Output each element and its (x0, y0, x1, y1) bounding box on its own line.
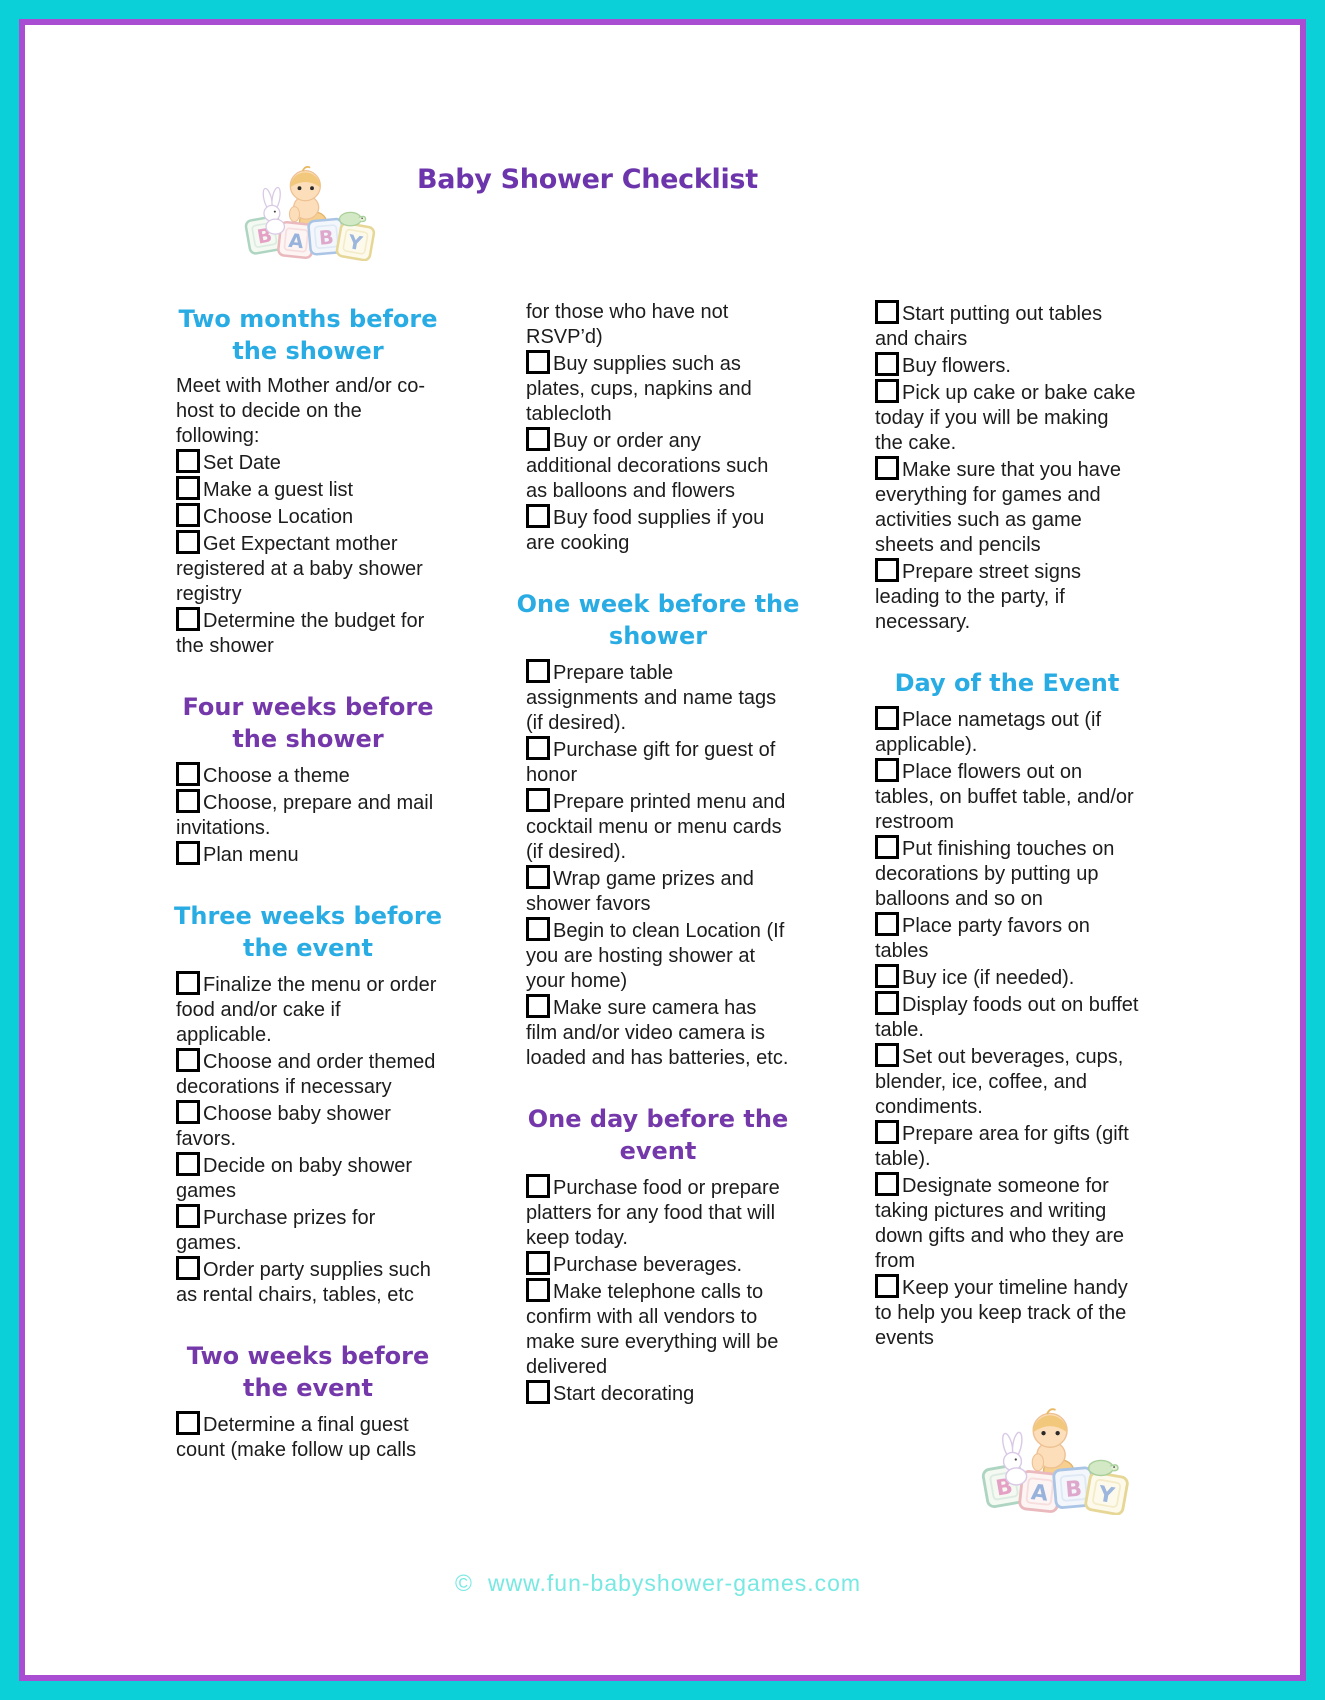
checklist-item (176, 1152, 440, 1204)
checklist-item-label: Make sure camera has film and/or video camera is loaded and has batteries, etc. (526, 997, 789, 1069)
intro-text: for those who have not RSVP’d) (526, 301, 729, 348)
checklist-item (875, 379, 1139, 456)
checkbox-icon[interactable] (526, 788, 550, 812)
checklist-item-label: Set out beverages, cups, blender, ice, coffee, and condiments. (875, 1046, 1124, 1118)
checkbox-icon[interactable] (176, 971, 200, 995)
checkbox-icon[interactable] (875, 1172, 899, 1196)
checkbox-icon[interactable] (875, 1274, 899, 1298)
checklist-column-middle (516, 300, 800, 1407)
checklist-item (875, 964, 1139, 991)
checkbox-icon[interactable] (875, 1043, 899, 1067)
checkbox-icon[interactable] (176, 1048, 200, 1072)
checkbox-icon[interactable] (875, 991, 899, 1015)
baby-blocks-image-bottom (972, 1388, 1132, 1515)
checkbox-icon[interactable] (176, 1100, 200, 1124)
checklist-item-label: Buy flowers. (902, 355, 1011, 377)
checklist-item (176, 841, 440, 868)
section-heading: One week before the shower (516, 590, 800, 650)
checkbox-icon[interactable] (526, 1251, 550, 1275)
checkbox-icon[interactable] (176, 762, 200, 786)
checklist-item-label: Place party favors on tables (875, 915, 1090, 962)
checklist-item-label: Prepare area for gifts (gift table). (875, 1123, 1129, 1170)
checklist-item (526, 1251, 790, 1278)
checkbox-icon[interactable] (526, 917, 550, 941)
checklist-item-label: Choose baby shower favors. (176, 1103, 391, 1150)
checkbox-icon[interactable] (176, 841, 200, 865)
checkbox-icon[interactable] (176, 530, 200, 554)
checkbox-icon[interactable] (526, 736, 550, 760)
checklist-item-label: Make a guest list (203, 479, 354, 501)
checkbox-icon[interactable] (526, 1380, 550, 1404)
checkbox-icon[interactable] (526, 1278, 550, 1302)
checklist-item (875, 1274, 1139, 1351)
checkbox-icon[interactable] (176, 1256, 200, 1280)
page-title: Baby Shower Checklist (417, 164, 758, 195)
checklist-item-label: Prepare printed menu and cocktail menu or menu cards (if desired). (526, 791, 786, 863)
checklist-item (526, 1174, 790, 1251)
checklist-item (176, 476, 440, 503)
checklist-item-label: Display foods out on buffet table. (875, 994, 1139, 1041)
checklist-item-label: Purchase prizes for games. (176, 1207, 376, 1254)
baby-blocks-image-top (236, 148, 378, 261)
checklist-item (176, 449, 440, 476)
checkbox-icon[interactable] (526, 1174, 550, 1198)
checklist-item (526, 736, 790, 788)
checkbox-icon[interactable] (176, 1411, 200, 1435)
checklist-item-label: Purchase gift for guest of honor (526, 739, 776, 786)
section-heading: One day before the event (527, 1105, 789, 1165)
checkbox-icon[interactable] (176, 476, 200, 500)
section-heading: Two weeks before the event (186, 1342, 430, 1402)
checklist-item-label: Keep your timeline handy to help you keep track of the events (875, 1277, 1128, 1349)
checkbox-icon[interactable] (526, 865, 550, 889)
section-heading: Day of the Event (894, 669, 1120, 697)
checklist-item-label: Make telephone calls to confirm with all vendors to make sure everything will be delivered (526, 1281, 779, 1378)
checklist-item-label: Choose and order themed decorations if necessary (176, 1051, 436, 1098)
checklist-item-label: Buy or order any additional decorations such as balloons and flowers (526, 430, 769, 502)
checklist-item-label: Start putting out tables and chairs (875, 303, 1103, 350)
checkbox-icon[interactable] (176, 1204, 200, 1228)
copyright-symbol: © (455, 1570, 473, 1596)
checklist-item-label: Buy supplies such as plates, cups, napkins and tablecloth (526, 353, 752, 425)
checklist-item-label: Designate someone for taking pictures and writing down gifts and who they are from (875, 1175, 1125, 1272)
checkbox-icon[interactable] (875, 706, 899, 730)
checklist-item-label: Determine a final guest count (make follow up calls (176, 1414, 417, 1461)
checkbox-icon[interactable] (176, 503, 200, 527)
checklist-item-label: Purchase food or prepare platters for any food that will keep today. (526, 1177, 780, 1249)
checklist-item-label: Finalize the menu or order food and/or cake if applicable. (176, 974, 437, 1046)
checklist-item-label: Purchase beverages. (553, 1254, 743, 1276)
checklist-item (875, 706, 1139, 758)
checklist-item (176, 1204, 440, 1256)
checkbox-icon[interactable] (176, 449, 200, 473)
checkbox-icon[interactable] (875, 379, 899, 403)
checklist-item-label: Wrap game prizes and shower favors (526, 868, 754, 915)
website-url[interactable]: www.fun-babyshower-games.com (487, 1570, 862, 1596)
checklist-item (176, 530, 440, 607)
checklist-item (526, 788, 790, 865)
checklist-item-label: Plan menu (203, 844, 299, 866)
checklist-item-label: Choose, prepare and mail invitations. (176, 792, 434, 839)
checklist-item-label: Order party supplies such as rental chairs, tables, etc (176, 1259, 431, 1306)
checklist-item-label: Get Expectant mother registered at a baby shower registry (176, 533, 423, 605)
checklist-item (176, 1256, 440, 1308)
checklist-item (176, 607, 440, 659)
checklist-item-label: Put finishing touches on decorations by putting up balloons and so on (875, 838, 1115, 910)
checklist-item (526, 659, 790, 736)
checklist-item (875, 456, 1139, 558)
checkbox-icon[interactable] (875, 300, 899, 324)
checklist-item (526, 994, 790, 1071)
checkbox-icon[interactable] (526, 427, 550, 451)
checklist-item-label: Place nametags out (if applicable). (875, 709, 1101, 756)
footer-credit (455, 1570, 861, 1597)
checklist-item-label: Buy food supplies if you are cooking (526, 507, 765, 554)
checklist-item (176, 503, 440, 530)
checklist-item (526, 350, 790, 427)
checklist-item-label: Prepare street signs leading to the party, if necessary. (875, 561, 1081, 633)
checkbox-icon[interactable] (875, 1120, 899, 1144)
checklist-item-label: Decide on baby shower games (176, 1155, 413, 1202)
intro-text: Meet with Mother and/or co-host to decide on the following: (176, 375, 425, 447)
checklist-item-label: Buy ice (if needed). (902, 967, 1075, 989)
checkbox-icon[interactable] (176, 1152, 200, 1176)
checklist-item-label: Prepare table assignments and name tags (if desired). (526, 662, 777, 734)
checklist-item-label: Determine the budget for the shower (176, 610, 425, 657)
checklist-item (526, 1278, 790, 1380)
checklist-column-left (173, 300, 443, 1463)
checklist-item (875, 1120, 1139, 1172)
checklist-item-label: Start decorating (553, 1383, 695, 1405)
checklist-item (176, 1048, 440, 1100)
checkbox-icon[interactable] (875, 912, 899, 936)
checkbox-icon[interactable] (526, 994, 550, 1018)
checklist-item (176, 1100, 440, 1152)
checklist-item (526, 917, 790, 994)
checklist-item (875, 1172, 1139, 1274)
section-heading: Four weeks before the shower (182, 693, 434, 753)
checklist-item-label: Set Date (203, 452, 281, 474)
checklist-item-label: Choose Location (203, 506, 354, 528)
checkbox-icon[interactable] (875, 835, 899, 859)
section-heading: Two months before the shower (178, 305, 438, 365)
checklist-item (875, 991, 1139, 1043)
checkbox-icon[interactable] (526, 350, 550, 374)
checkbox-icon[interactable] (526, 504, 550, 528)
checklist-item (875, 1043, 1139, 1120)
checklist-item-label: Make sure that you have everything for games and activities such as game sheets and pencils (875, 459, 1122, 556)
checkbox-icon[interactable] (176, 789, 200, 813)
checkbox-icon[interactable] (875, 352, 899, 376)
checklist-item (176, 762, 440, 789)
checklist-item (875, 758, 1139, 835)
checklist-item (176, 1411, 440, 1463)
checkbox-icon[interactable] (875, 456, 899, 480)
checkbox-icon[interactable] (875, 758, 899, 782)
checklist-item (526, 865, 790, 917)
checklist-item (875, 835, 1139, 912)
checklist-item (526, 504, 790, 556)
checklist-item (875, 300, 1139, 352)
checkbox-icon[interactable] (875, 964, 899, 988)
checkbox-icon[interactable] (875, 558, 899, 582)
checkbox-icon[interactable] (176, 607, 200, 631)
checklist-item (875, 352, 1139, 379)
checklist-column-right (875, 300, 1139, 1351)
checklist-item (875, 558, 1139, 635)
checklist-item (526, 1380, 790, 1407)
checklist-item (176, 789, 440, 841)
section-heading: Three weeks before the event (173, 902, 443, 962)
checkbox-icon[interactable] (526, 659, 550, 683)
checklist-item-label: Pick up cake or bake cake today if you will be making the cake. (875, 382, 1136, 454)
checklist-item-label: Place flowers out on tables, on buffet table, and/or restroom (875, 761, 1134, 833)
checklist-item (526, 427, 790, 504)
checklist-item-label: Begin to clean Location (If you are hosting shower at your home) (526, 920, 785, 992)
checklist-item (875, 912, 1139, 964)
checklist-item-label: Choose a theme (203, 765, 350, 787)
checklist-item (176, 971, 440, 1048)
